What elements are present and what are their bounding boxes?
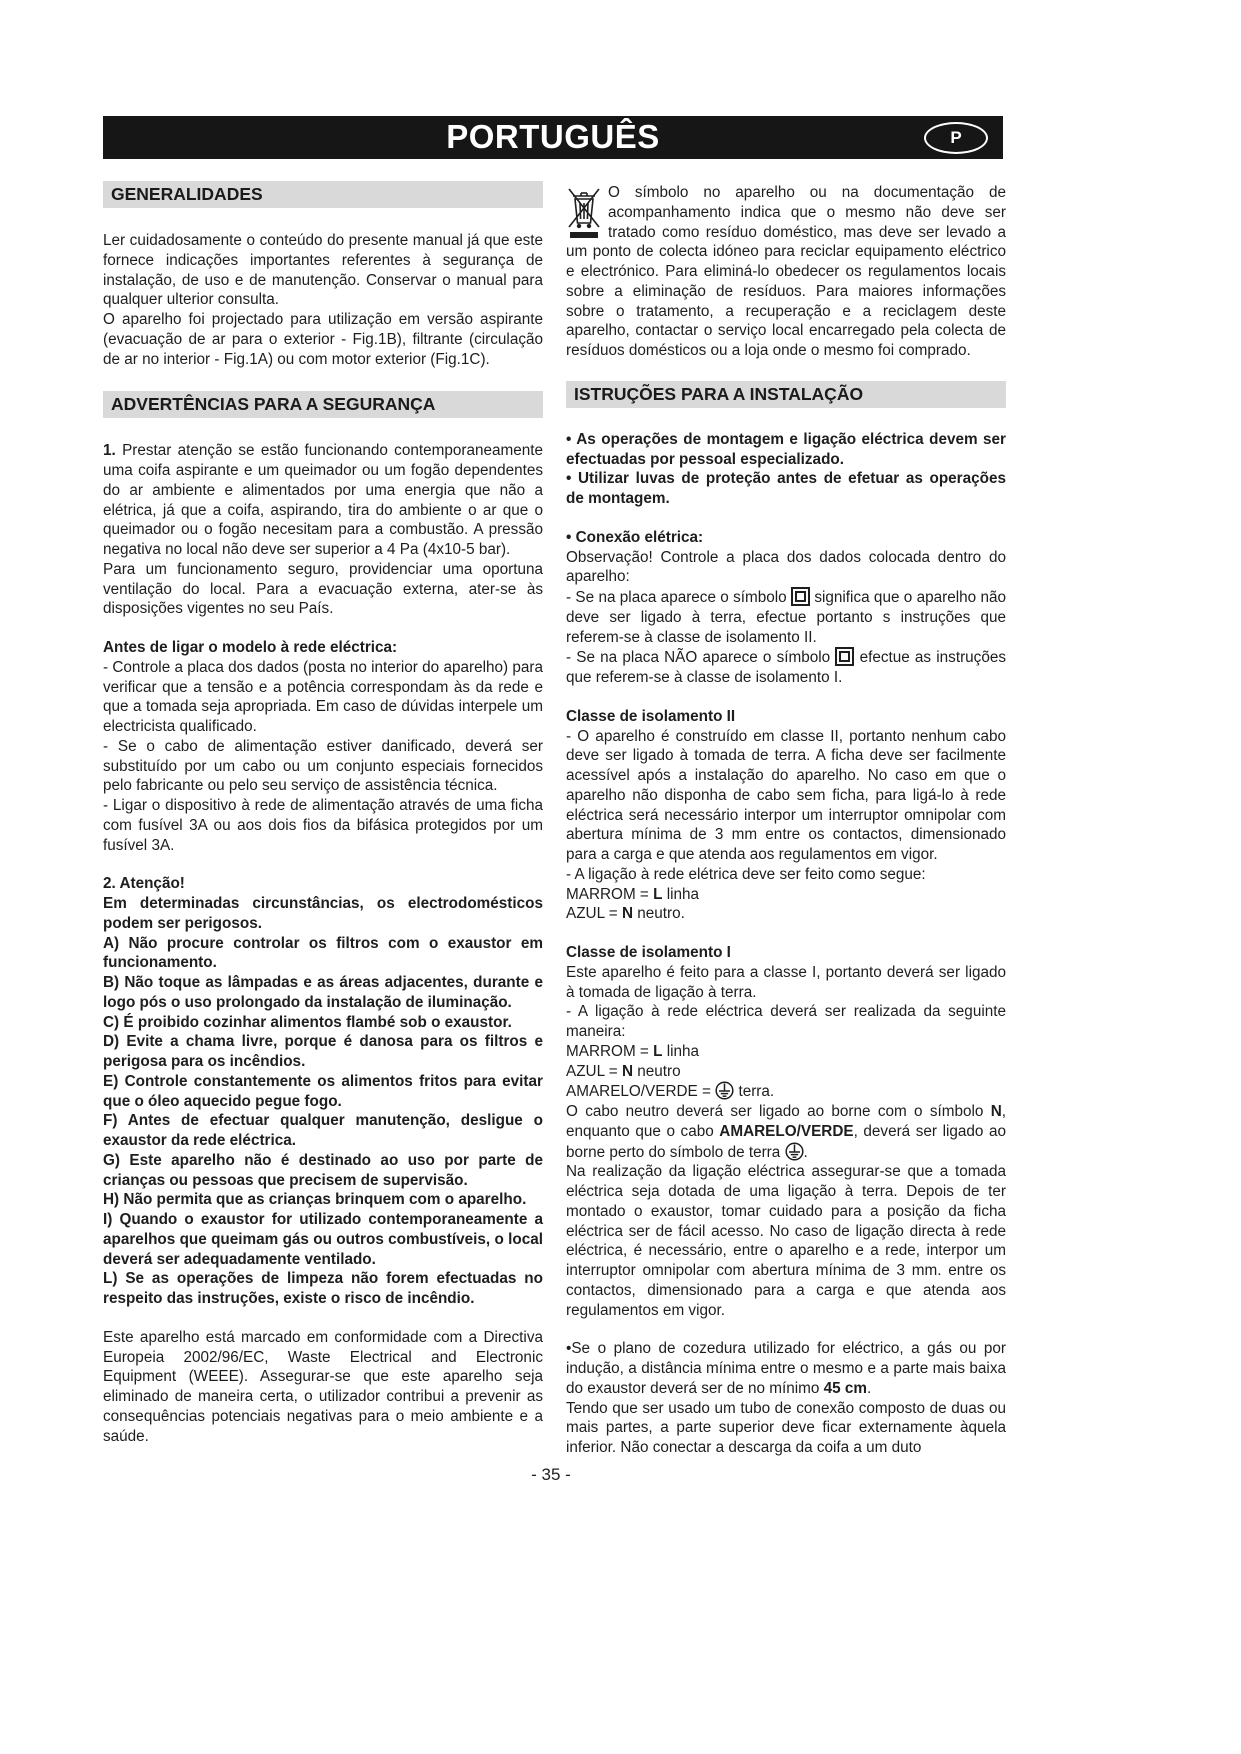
antes-item-1: - Controle a placa dos dados (posta no interior do aparelho) para verificar que a tensão e a potência correspondam às da rede e que a tomada seja apropriada. Em caso de dúvidas interpele um electricista qualificado. <box>103 658 543 735</box>
advertencia-1-paragraph <box>103 441 543 560</box>
conexao-observacao: Observação! Controle a placa dos dados colocada dentro do aparelho: <box>566 548 1006 586</box>
amarelo-verde-label: AMARELO/VERDE = <box>566 1083 716 1101</box>
antes-item-2: - Se o cabo de alimentação estiver danificado, deverá ser substituído por um cabo ou um conjunto especiais fornecidos pelo fabricante ou pelo seu serviço de assistência técnica. <box>103 737 543 795</box>
section-heading-generalidades: GENERALIDADES <box>103 181 543 208</box>
classe-i-paragraph-1: Este aparelho é feito para a classe I, portanto deverá ser ligado à tomada de ligação à terra. <box>566 963 1006 1001</box>
marrom-label: MARROM = <box>566 885 654 903</box>
cabo-n-letter: N <box>990 1103 1002 1120</box>
linha-text: linha <box>662 1042 700 1060</box>
warning-item: G) Este aparelho não é destinado ao uso por parte de crianças ou pessoas que precisem de supervisão. <box>103 1151 543 1189</box>
conexao-item-1-end: significa que o aparelho não deve ser ligado à terra, efectue portanto s instruções que referem-se à classe de isolamento II. <box>566 589 1006 646</box>
conexao-item-1 <box>566 587 1006 647</box>
page-title: PORTUGUÊS <box>446 118 660 155</box>
conexao-item-2-start: - Se na placa NÃO aparece o símbolo <box>566 649 831 667</box>
advertencia-1-text: Prestar atenção se estão funcionando contemporaneamente uma coifa aspirante e um queimador ou um fogão dependentes do ar ambiente e alimentados por uma energia que não a elétrica, já que a coifa, aspirando, tira do ambiente o ar que o queimador ou o fogão necesitam para a combustão. A pressão negativa no local não deve ser superior a 4 Pa (4x10-5 bar). <box>103 442 543 558</box>
warning-item: L) Se as operações de limpeza não forem efectuadas no respeito das instruções, existe o risco de incêndio. <box>103 1270 543 1307</box>
cabo-text-c: , deverá ser ligado ao borne perto do símbolo de terra <box>566 1122 1006 1161</box>
l-letter: L <box>653 1042 663 1060</box>
class-ii-double-square-icon <box>791 587 810 606</box>
classe-ii-title: Classe de isolamento II <box>566 707 736 725</box>
conexao-item-1-start: - Se na placa aparece o símbolo <box>566 589 787 606</box>
plano-text-a: •Se o plano de cozedura utilizado for eléctrico, a gás ou por indução, a distância mínima entre o mesmo e a parte mais baixa do exaustor deverá ser de no mínimo <box>566 1340 1006 1397</box>
page-number: - 35 - <box>531 1465 571 1484</box>
neutro-text: neutro. <box>633 905 685 923</box>
neutro-text: neutro <box>633 1062 681 1080</box>
section-heading-instalacao: ISTRUÇÕES PARA A INSTALAÇÃO <box>566 381 1006 408</box>
tubo-conexao-paragraph: Tendo que ser usado um tubo de conexão composto de duas ou mais partes, a parte superior deve ficar externamente àquela inferior. Não conectar a descarga da coifa a um duto <box>566 1399 1006 1456</box>
realizacao-paragraph: Na realização da ligação eléctrica assegurar-se que a tomada eléctrica seja dotada de uma ligação à terra. Depois de ter montado o exaustor, tomar cuidado para a posição da ficha eléctrica ser de fácil acesso. No caso de ligação directa à rede eléctrica, é necessário, entre o aparelho e a rede, interpor um interruptor omnipolar com abertura mínima de 3 mm. entre os contactos, dimensionado para a carga e que atenda aos regulamentos em vigor. <box>566 1163 1006 1319</box>
classe-i-marrom-line <box>566 1042 1006 1062</box>
warning-item: D) Evite a chama livre, porque é danosa para os filtros e perigosa para os incêndios. <box>103 1033 543 1070</box>
conexao-item-2 <box>566 647 1006 688</box>
distancia-minima: 45 cm <box>823 1379 868 1397</box>
conexao-item-2-end: efectue as instruções que referem-se à classe de isolamento I. <box>566 649 1006 686</box>
l-letter: L <box>653 885 663 903</box>
marrom-label: MARROM = <box>566 1042 654 1060</box>
plano-cozedura-paragraph <box>566 1339 1006 1398</box>
weee-crossed-bin-icon <box>566 185 602 239</box>
earth-ground-icon <box>715 1081 734 1100</box>
instalacao-bullet-1: • As operações de montagem e ligação eléctrica devem ser efectuadas por pessoal especializado. <box>566 430 1006 468</box>
azul-label: AZUL = <box>566 1062 622 1080</box>
warning-item: H) Não permita que as crianças brinquem com o aparelho. <box>103 1191 527 1209</box>
atencao-title: 2. Atenção! <box>103 875 185 893</box>
weee-directive-paragraph: Este aparelho está marcado em conformidade com a Directiva Europeia 2002/96/EC, Waste Electrical and Electronic Equipment (WEEE). Assegurar-se que este aparelho seja eliminado de maneira certa, o utilizador contribui a prevenir as consequências potenciais negativas para o meio ambiente e a saúde. <box>103 1328 543 1445</box>
left-column <box>103 181 543 1446</box>
warning-item: F) Antes de efectuar qualquer manutenção, desligue o exaustor da rede eléctrica. <box>103 1112 543 1149</box>
conexao-title: • Conexão elétrica: <box>566 528 704 546</box>
cabo-text-d: . <box>803 1143 808 1161</box>
generalidades-paragraph-1: Ler cuidadosamente o conteúdo do presente manual já que este fornece indicações importantes referentes à segurança de instalação, de uso e de manutenção. Conservar o manual para qualquer ulterior consulta. <box>103 232 543 309</box>
warning-item: E) Controle constantemente os alimentos fritos para evitar que o óleo aquecido pegue fogo. <box>103 1072 543 1110</box>
terra-text: terra. <box>734 1083 775 1101</box>
instalacao-bullet-2: • Utilizar luvas de proteção antes de efetuar as operações de montagem. <box>566 470 1006 507</box>
classe-i-azul-line <box>566 1062 1006 1082</box>
atencao-intro: Em determinadas circunstâncias, os electrodomésticos podem ser perigosos. <box>103 895 543 932</box>
cabo-amarelo-verde: AMARELO/VERDE <box>719 1122 854 1140</box>
cabo-text-a: O cabo neutro deverá ser ligado ao borne com o símbolo <box>566 1103 991 1120</box>
cabo-neutro-paragraph <box>566 1102 1006 1162</box>
classe-i-amarelo-line <box>566 1081 1006 1102</box>
cabo-text-b: , enquanto que o cabo <box>566 1103 1006 1140</box>
plano-text-c: . <box>867 1379 872 1397</box>
class-ii-double-square-icon <box>835 647 854 666</box>
linha-text: linha <box>662 885 700 903</box>
azul-label: AZUL = <box>566 905 622 923</box>
earth-ground-icon <box>785 1142 804 1161</box>
classe-ii-azul-line <box>566 904 1006 924</box>
classe-ii-marrom-line <box>566 885 1006 905</box>
n-letter: N <box>621 905 634 923</box>
warning-item: C) É proibido cozinhar alimentos flambé sob o exaustor. <box>103 1013 512 1031</box>
right-column <box>566 181 1006 1458</box>
language-banner <box>103 116 1003 159</box>
generalidades-paragraph-2: O aparelho foi projectado para utilização em versão aspirante (evacuação de ar para o exterior - Fig.1B), filtrante (circulação de ar no interior - Fig.1A) ou com motor exterior (Fig.1C). <box>103 311 543 368</box>
antes-de-ligar-title: Antes de ligar o modelo à rede eléctrica: <box>103 639 398 656</box>
section-heading-advertencias: ADVERTÊNCIAS PARA A SEGURANÇA <box>103 391 543 418</box>
advertencia-number: 1. <box>103 442 116 460</box>
n-letter: N <box>621 1062 634 1080</box>
language-badge: P <box>924 122 988 154</box>
warning-item: I) Quando o exaustor for utilizado contemporaneamente a aparelhos que queimam gás ou outros combustíveis, o local deverá ser adequadamente ventilado. <box>103 1211 543 1268</box>
antes-item-3: - Ligar o dispositivo à rede de alimentação através de uma ficha com fusível 3A ou aos dois fios da bifásica protegidos por um fusível 3A. <box>103 797 543 854</box>
warning-item: B) Não toque as lâmpadas e as áreas adjacentes, durante e logo pós o uso prolongado da instalação de iluminação. <box>103 974 543 1011</box>
ventilacao-paragraph: Para um funcionamento seguro, providenciar uma oportuna ventilação do local. Para a evacuação externa, ater-se às disposições vigentes no seu País. <box>103 560 543 618</box>
classe-i-title: Classe de isolamento I <box>566 944 731 961</box>
classe-ii-paragraph-2: - A ligação à rede elétrica deve ser feito como segue: <box>566 865 926 883</box>
weee-symbol-paragraph: O símbolo no aparelho ou na documentação de acompanhamento indica que o mesmo não deve ser tratado como resíduo doméstico, mas deve ser levado a um ponto de colecta idóneo para reciclar equipamento eléctrico e electrónico. Para eliminá-lo obedecer os regulamentos locais sobre a eliminação de resíduos. Para maiores informações sobre o tratamento, a recuperação e a reciclagem deste aparelho, contactar o serviço local encarregado pela colecta de resíduos domésticos ou a loja onde o mesmo foi comprado. <box>566 184 1006 359</box>
classe-ii-paragraph-1: - O aparelho é construído em classe II, portanto nenhum cabo deve ser ligado à tomada de terra. A ficha deve ser facilmente acessível após a instalação do aparelho. No caso em que o aparelho não disponha de cabo sem ficha, para ligá-lo à rede eléctrica será necessário interpor um interruptor omnipolar com abertura mínima de 3 mm entre os contactos, dimensionado para a carga e que atenda aos regulamentos em vigor. <box>566 727 1006 863</box>
classe-i-paragraph-2: - A ligação à rede eléctrica deverá ser realizada da seguinte maneira: <box>566 1003 1006 1040</box>
warning-item: A) Não procure controlar os filtros com o exaustor em funcionamento. <box>103 934 543 972</box>
